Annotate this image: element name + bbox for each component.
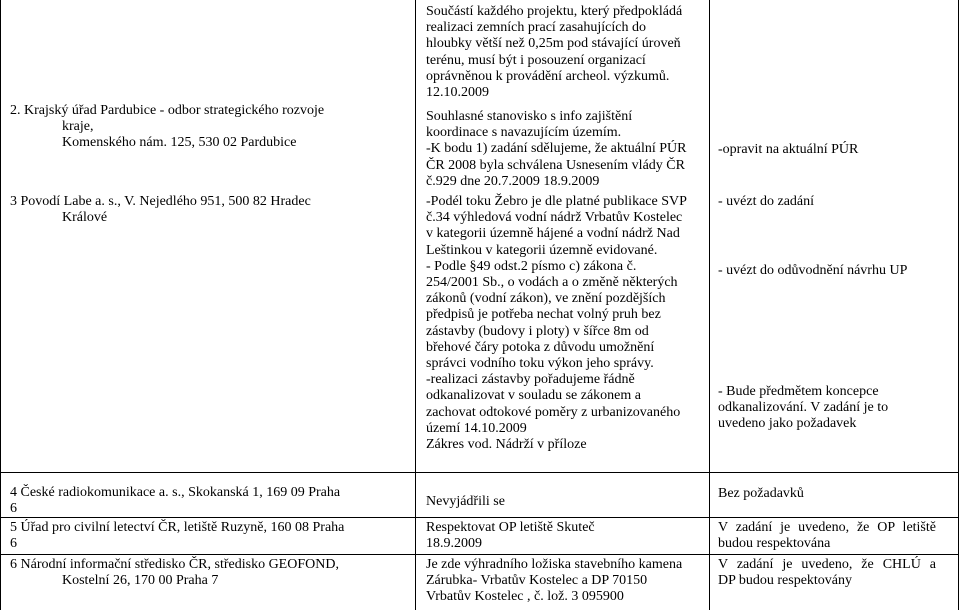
text-line: 254/2001 Sb., o vodách a o změně některých: [426, 275, 678, 291]
text-line: Bez požadavků: [718, 486, 804, 501]
text-line: terénu, musí být i posouzení organizací: [426, 52, 646, 68]
text-line: -realizaci zástavby pořadujeme řádně: [426, 372, 635, 388]
text-line: -opravit na aktuální PÚR: [718, 142, 859, 157]
table-column-divider-1: [415, 0, 416, 610]
text-line: DP budou respektovány: [718, 573, 853, 589]
text-line: hloubky větší než 0,25m pod stávající úroveň: [426, 36, 681, 52]
text-line: V zadání je uvedeno, že CHLÚ a: [718, 557, 936, 572]
text-line: -K bodu 1) zadání sdělujeme, že aktuální PÚR: [426, 141, 687, 157]
text-line: Leštinkou v kategorii územně evidované.: [426, 242, 658, 258]
opinion-povodi-labe: [426, 194, 711, 453]
text-line: Je zde výhradního ložiska stavebního kamena: [426, 557, 683, 572]
text-line: č.34 výhledová vodní nádrž Vrbatův Kostelec: [426, 210, 683, 226]
text-line: Souhlasné stanovisko s info zajištění: [426, 109, 633, 124]
text-line: břehové čáry potoka z důvodu umožnění: [426, 339, 655, 355]
text-line: Respektovat OP letiště Skuteč: [426, 520, 595, 535]
text-line: Komenského nám. 125, 530 02 Pardubice: [62, 135, 297, 151]
authority-povodi-labe: [10, 194, 405, 226]
text-line: č.929 dne 20.7.2009 18.9.2009: [426, 173, 600, 189]
text-line: 6: [10, 536, 17, 552]
opinion-archeology: [426, 4, 711, 101]
table-border-left: [0, 0, 1, 610]
text-line: kraje,: [62, 119, 94, 135]
text-line: 6 Národní informační středisko ČR, středisko GEOFOND,: [10, 557, 339, 572]
text-line: odkanalizování. V zadání je to: [718, 400, 889, 416]
response-povodi-labe-c: [718, 384, 936, 433]
response-geofond: [718, 557, 936, 589]
opinion-ceske-radiokomunikace: [426, 494, 711, 510]
text-line: v kategorii územně hájené a vodní nádrž Nad: [426, 226, 680, 242]
text-line: předpisů je potřeba nechat volný pruh bez: [426, 307, 661, 323]
text-line: Králové: [62, 210, 108, 226]
text-line: 4 České radiokomunikace a. s., Skokanská 1, 169 09 Praha: [10, 485, 341, 500]
text-line: 3 Povodí Labe a. s., V. Nejedlého 951, 500 82 Hradec: [10, 194, 311, 209]
text-line: Nevyjádřili se: [426, 494, 505, 509]
opinion-krajsky-urad: [426, 109, 711, 190]
text-line: 5 Úřad pro civilní letectví ČR, letiště Ruzyně, 160 08 Praha: [10, 520, 345, 535]
text-line: Vrbatův Kostelec , č. lož. 3 095900: [426, 589, 624, 605]
text-line: zástavby (budovy i ploty) v šířce 8m od: [426, 323, 649, 339]
text-line: zákonů (vodní zákon), ve znění pozdějších: [426, 291, 666, 307]
text-line: 18.9.2009: [426, 536, 482, 552]
text-line: zachovat odtokové poměry z urbanizovaného: [426, 404, 681, 420]
response-ceske-radiokomunikace: [718, 486, 936, 502]
text-line: koordinace s navazujícím územím.: [426, 125, 622, 141]
text-line: - Bude předmětem koncepce: [718, 384, 879, 399]
text-line: - uvézt do zadání: [718, 194, 815, 209]
response-urad-civilni-letectvi: [718, 520, 936, 552]
text-line: oprávněnou k provádění archeol. výzkumů.: [426, 68, 670, 84]
text-line: 6: [10, 501, 17, 517]
text-line: uvedeno jako požadavek: [718, 416, 857, 432]
text-line: území 14.10.2009: [426, 420, 527, 436]
text-line: - uvézt do odůvodnění návrhu UP: [718, 263, 908, 278]
text-line: Kostelní 26, 170 00 Praha 7: [62, 573, 219, 589]
text-line: správci vodního toku výkon jeho správy.: [426, 356, 654, 372]
text-line: budou respektována: [718, 536, 831, 552]
text-line: 12.10.2009: [426, 85, 489, 101]
row-divider-3-4: [0, 472, 959, 473]
text-line: 2. Krajský úřad Pardubice - odbor strategického rozvoje: [10, 103, 325, 118]
text-line: Zárubka- Vrbatův Kostelec a DP 70150: [426, 573, 648, 589]
text-line: ČR 2008 byla schválena Usnesením vlády ČR: [426, 157, 685, 173]
authority-urad-civilni-letectvi: [10, 520, 405, 552]
opinion-geofond: [426, 557, 711, 606]
response-povodi-labe-a: [718, 194, 936, 210]
text-line: - Podle §49 odst.2 písmo c) zákona č.: [426, 258, 637, 274]
opinion-urad-civilni-letectvi: [426, 520, 711, 552]
text-line: realizaci zemních prací zasahujících do: [426, 20, 646, 36]
response-krajsky-urad: [718, 142, 936, 158]
authority-geofond: [10, 557, 405, 589]
response-povodi-labe-b: [718, 263, 936, 279]
text-line: V zadání je uvedeno, že OP letiště: [718, 520, 936, 535]
text-line: odkanalizovat v souladu se zákonem a: [426, 388, 641, 404]
text-line: Zákres vod. Nádrží v příloze: [426, 437, 587, 453]
authority-krajsky-urad: [10, 103, 405, 152]
authority-ceske-radiokomunikace: [10, 485, 405, 517]
row-divider-5-6: [0, 554, 959, 555]
text-line: -Podél toku Žebro je dle platné publikace SVP: [426, 194, 687, 209]
text-line: Součástí každého projektu, který předpokládá: [426, 4, 683, 19]
